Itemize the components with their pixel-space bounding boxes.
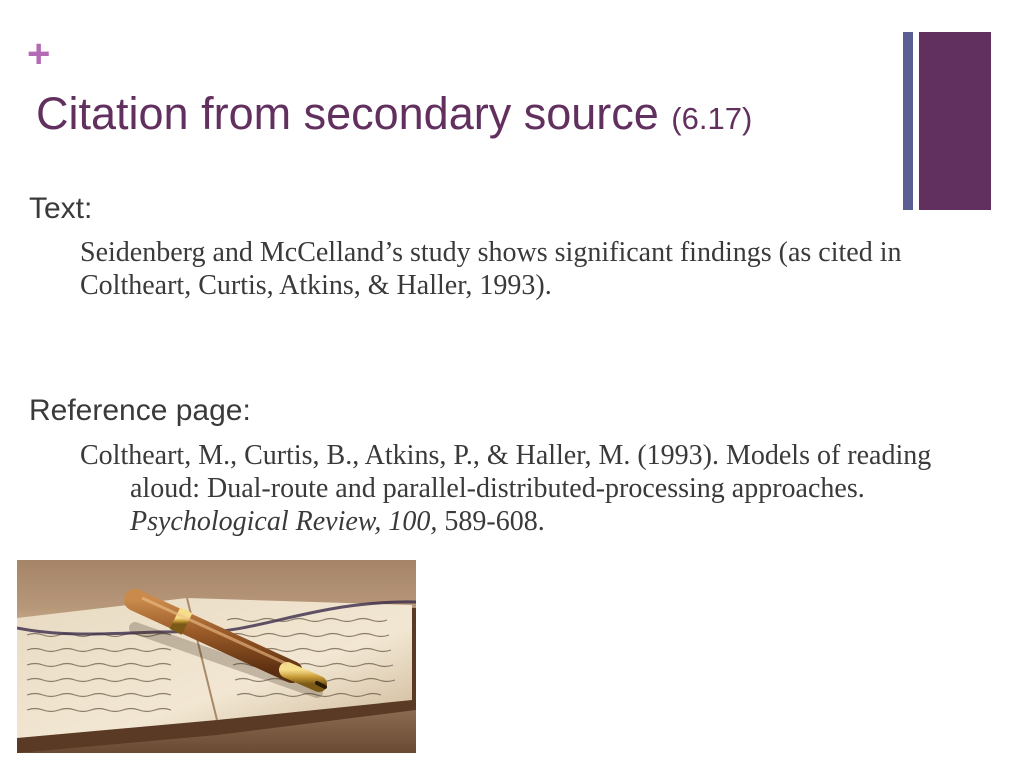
decorative-bar-thin <box>903 32 913 210</box>
pen-notebook-illustration <box>17 560 416 753</box>
title-section-number: (6.17) <box>671 101 753 136</box>
pen-notebook-photo <box>17 560 416 753</box>
in-text-citation: Seidenberg and McCelland’s study shows significant findings (as cited in Coltheart, Curtis, Atkins, & Haller, 1993). <box>80 237 902 301</box>
reference-entry <box>80 439 980 538</box>
reference-pages: 589-608. <box>437 506 545 537</box>
reference-heading: Reference page: <box>29 394 251 427</box>
reference-authors-title: Coltheart, M., Curtis, B., Atkins, P., & Haller, M. (1993). Models of reading aloud: Dual-route and parallel-distributed-processing approaches. <box>80 440 932 504</box>
plus-icon: + <box>27 32 51 76</box>
slide-title <box>36 88 752 140</box>
decorative-bar-thick <box>919 32 991 210</box>
title-main: Citation from secondary source <box>36 88 659 139</box>
reference-journal: Psychological Review, 100, <box>130 506 438 537</box>
text-heading: Text: <box>29 192 93 225</box>
